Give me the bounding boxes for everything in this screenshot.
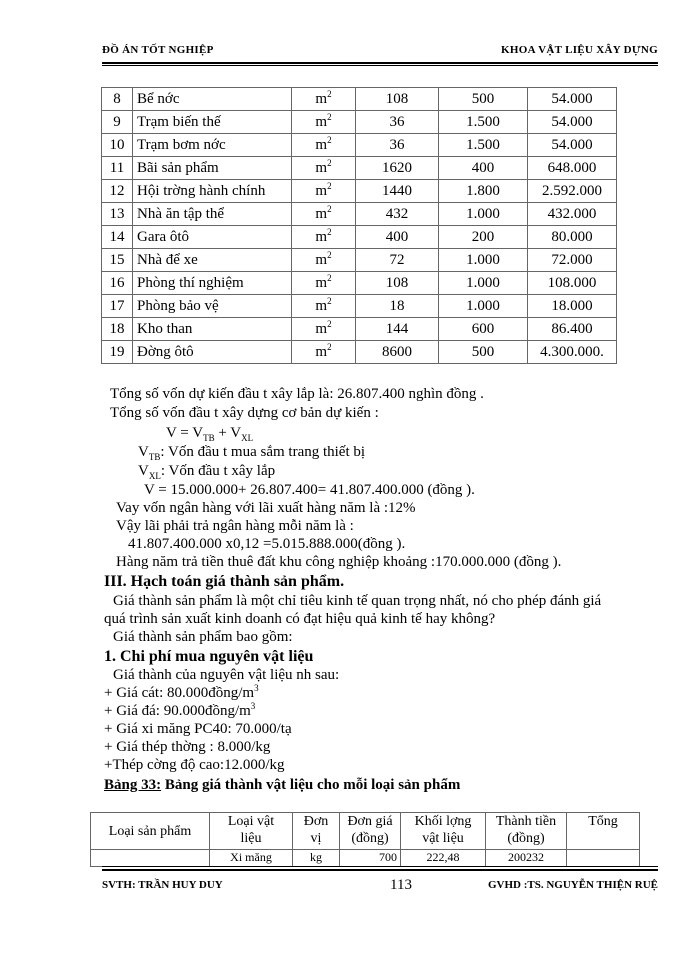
cell-no: 19 <box>102 341 133 364</box>
text-line: 41.807.400.000 x0,12 =5.015.888.000(đồng ). <box>128 536 406 552</box>
price-sand: + Giá cát: $80.000đồng/m^3$ <box>104 683 259 701</box>
cell-qty: 36 <box>356 134 439 157</box>
cell-total: 80.000 <box>528 226 617 249</box>
cell-price: 500 <box>439 88 528 111</box>
cell-name: Nhà ăn tập thể <box>133 203 292 226</box>
header-rule-thin <box>102 65 658 66</box>
table-row <box>102 249 617 272</box>
table-row <box>102 111 617 134</box>
cell-name: Phòng thí nghiệm <box>133 272 292 295</box>
cell-price: 1.000 <box>439 249 528 272</box>
cell-unit: $m^2$ <box>292 134 356 157</box>
material-price-table <box>90 812 640 867</box>
cell-price: 1.000 <box>439 272 528 295</box>
table-row <box>102 88 617 111</box>
cell-unit: $m^2$ <box>292 111 356 134</box>
header-left: ĐỒ ÁN TỐT NGHIỆP <box>102 44 214 56</box>
col-header: Loại sản phẩm <box>91 813 210 850</box>
header-right: KHOA VẬT LIỆU XÂY DỰNG <box>501 44 658 56</box>
cell-unit: $m^2$ <box>292 157 356 180</box>
footer-left: SVTH: TRẦN HUY DUY <box>102 879 223 891</box>
col-header: Tổng <box>567 813 640 850</box>
table-row <box>102 180 617 203</box>
formula-v: $V = V_{TB} + V_{XL}$ <box>166 425 254 443</box>
cell-total: 432.000 <box>528 203 617 226</box>
text-line: quá trình sản xuất kinh doanh có đạt hiệu quả kinh tế hay không? <box>104 611 496 627</box>
cell-name: Đờng ôtô <box>133 341 292 364</box>
footer-rule <box>102 869 658 871</box>
col-header: Đơn giá (đồng) <box>340 813 401 850</box>
cell-no: 8 <box>102 88 133 111</box>
cell-name: Bể nớc <box>133 88 292 111</box>
cell-no: 10 <box>102 134 133 157</box>
cell-qty: 144 <box>356 318 439 341</box>
cell-price: 400 <box>439 157 528 180</box>
cell-qty: 400 <box>356 226 439 249</box>
formula-vxl: $V_{XL}$: Vốn đầu t xây lắp <box>138 463 276 481</box>
cell-no: 15 <box>102 249 133 272</box>
page-number: 113 <box>390 877 412 893</box>
cell-total: 54.000 <box>528 111 617 134</box>
cell-qty: 108 <box>356 272 439 295</box>
table-row <box>102 295 617 318</box>
cell-name: Trạm biến thế <box>133 111 292 134</box>
text-line: V = 15.000.000+ 26.807.400= 41.807.400.000 (đồng ). <box>144 482 475 498</box>
table-row <box>102 203 617 226</box>
cell-unit: $m^2$ <box>292 226 356 249</box>
cell-qty: 18 <box>356 295 439 318</box>
cell-name: Bãi sản phẩm <box>133 157 292 180</box>
cell-unit: $m^2$ <box>292 272 356 295</box>
cell-price: 1.500 <box>439 111 528 134</box>
subsection-heading: 1. Chi phí mua nguyên vật liệu <box>104 648 314 665</box>
cell-total: 54.000 <box>528 134 617 157</box>
cell-no: 9 <box>102 111 133 134</box>
cell: 200232 <box>486 850 567 867</box>
price-stone: + Giá đá: $90.000đồng/m^3$ <box>104 701 256 719</box>
cell-no: 13 <box>102 203 133 226</box>
cell-unit: $m^2$ <box>292 180 356 203</box>
cell-no: 12 <box>102 180 133 203</box>
cell-price: 600 <box>439 318 528 341</box>
cell-name: Nhà để xe <box>133 249 292 272</box>
table-row <box>102 134 617 157</box>
cell-unit: $m^2$ <box>292 203 356 226</box>
text-line: Giá thành sản phẩm là một chỉ tiêu kinh tế quan trọng nhất, nó cho phép đánh giá <box>113 593 602 609</box>
cell-qty: 36 <box>356 111 439 134</box>
cell: kg <box>293 850 340 867</box>
table-caption: Bảng 33: Bảng giá thành vật liệu cho mỗi loại sản phẩm <box>104 777 461 793</box>
cell-qty: 1620 <box>356 157 439 180</box>
text-line: Tổng số vốn dự kiến đầu t xây lắp là: 26.807.400 nghìn đồng . <box>110 386 484 402</box>
cell-no: 14 <box>102 226 133 249</box>
price-steel-hi: +Thép cờng độ cao:12.000/kg <box>104 757 285 773</box>
cell-unit: $m^2$ <box>292 318 356 341</box>
cell-no: 18 <box>102 318 133 341</box>
cell-name: Gara ôtô <box>133 226 292 249</box>
cell-total: 18.000 <box>528 295 617 318</box>
table-row <box>91 850 640 867</box>
table-row <box>102 157 617 180</box>
text-line: Giá thành của nguyên vật liệu nh sau: <box>113 667 340 683</box>
table-row <box>102 272 617 295</box>
cell-total: 86.400 <box>528 318 617 341</box>
text-line: Giá thành sản phẩm bao gồm: <box>113 629 293 645</box>
page-footer <box>102 877 658 895</box>
cell-unit: $m^2$ <box>292 341 356 364</box>
cell-no: 11 <box>102 157 133 180</box>
footer-rule-thin <box>102 866 658 867</box>
cell-qty: 72 <box>356 249 439 272</box>
cell-no: 17 <box>102 295 133 318</box>
cell-total: 648.000 <box>528 157 617 180</box>
text-line: Tổng số vốn đầu t xây dựng cơ bản dự kiến : <box>110 405 379 421</box>
cell-total: 4.300.000. <box>528 341 617 364</box>
table-row <box>102 226 617 249</box>
footer-right: GVHD :TS. NGUYỄN THIỆN RUỆ <box>487 879 658 891</box>
cell-qty: 432 <box>356 203 439 226</box>
cell-price: 1.500 <box>439 134 528 157</box>
cell-qty: 8600 <box>356 341 439 364</box>
cell-unit: $m^2$ <box>292 249 356 272</box>
table-row <box>102 318 617 341</box>
cost-table <box>101 87 617 364</box>
cell-name: Kho than <box>133 318 292 341</box>
cell-name: Trạm bơm nớc <box>133 134 292 157</box>
cell <box>567 850 640 867</box>
cell-price: 1.000 <box>439 295 528 318</box>
price-steel: + Giá thép thờng : 8.000/kg <box>104 739 271 755</box>
text-line: Vậy lãi phải trả ngân hàng mỗi năm là : <box>116 518 354 534</box>
cell-name: Hội trờng hành chính <box>133 180 292 203</box>
cell-unit: $m^2$ <box>292 88 356 111</box>
cell-qty: 108 <box>356 88 439 111</box>
col-header: Đơn vị <box>293 813 340 850</box>
cell-name: Phòng bảo vệ <box>133 295 292 318</box>
text-line: Hàng năm trả tiền thuê đất khu công nghiệp khoảng :170.000.000 (đồng ). <box>116 554 562 570</box>
formula-vtb: $V_{TB}$: Vốn đầu t mua sắm trang thiết bị <box>138 444 366 462</box>
cell: 700 <box>340 850 401 867</box>
cell-price: 200 <box>439 226 528 249</box>
cell-total: 2.592.000 <box>528 180 617 203</box>
table-header-row <box>91 813 640 850</box>
text-line: Vay vốn ngân hàng với lãi xuất hàng năm là :12% <box>116 500 416 516</box>
page-header <box>102 44 658 60</box>
cell-total: 108.000 <box>528 272 617 295</box>
cell-price: 1.800 <box>439 180 528 203</box>
section-heading: III. Hạch toán giá thành sản phẩm. <box>104 573 345 590</box>
cell-qty: 1440 <box>356 180 439 203</box>
cell-price: 1.000 <box>439 203 528 226</box>
table-row <box>102 341 617 364</box>
col-header: Loại vật liệu <box>210 813 293 850</box>
col-header: Thành tiền (đồng) <box>486 813 567 850</box>
cell-no: 16 <box>102 272 133 295</box>
cell-total: 72.000 <box>528 249 617 272</box>
cell-price: 500 <box>439 341 528 364</box>
col-header: Khối lợng vật liệu <box>401 813 486 850</box>
cell-total: 54.000 <box>528 88 617 111</box>
cell: 222,48 <box>401 850 486 867</box>
cell <box>91 850 210 867</box>
cell-unit: $m^2$ <box>292 295 356 318</box>
cell: Xi măng <box>210 850 293 867</box>
header-rule <box>102 62 658 64</box>
price-cement: + Giá xi măng PC40: 70.000/tạ <box>104 721 292 737</box>
